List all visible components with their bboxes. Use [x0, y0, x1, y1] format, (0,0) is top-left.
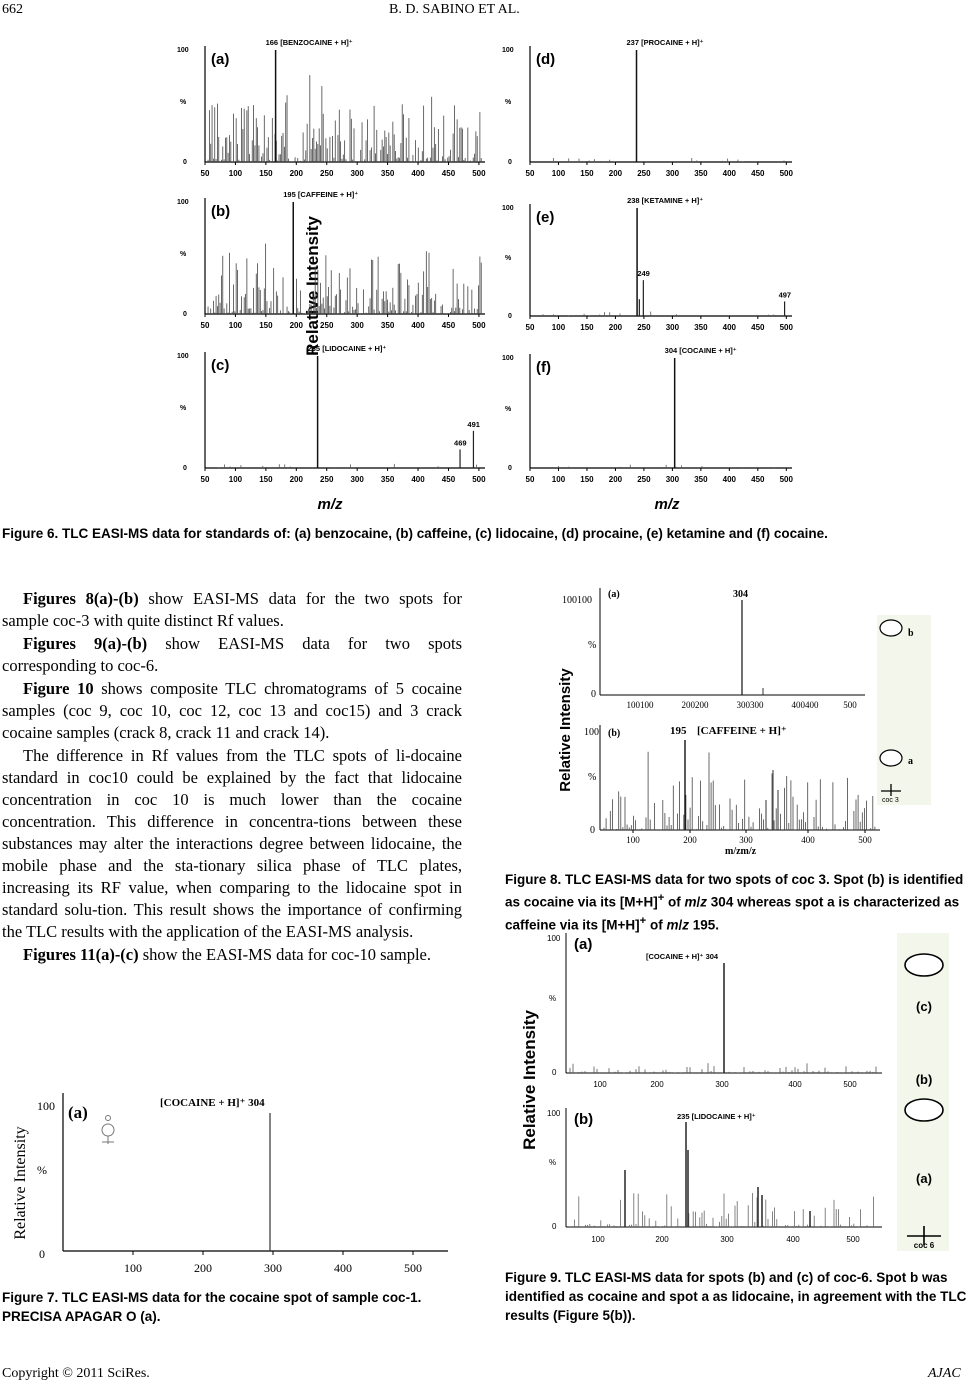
paragraph-1: [2, 588, 462, 632]
fig6-xtick: 50: [525, 323, 535, 332]
fig8a-ytick-pct: %: [588, 640, 597, 651]
fig9b-xtick: 100: [591, 1235, 605, 1244]
fig9b-ytick-0: 0: [552, 1222, 557, 1231]
fig6-xtick: 400: [722, 475, 737, 484]
fig6-xtick: 100: [551, 475, 566, 484]
figure-6-caption: Figure 6. TLC EASI-MS data for standards of: (a) benzocaine, (b) caffeine, (c) lidocaine, (d) procaine, (e) ketamine and (f) cocaine.: [2, 526, 828, 541]
fig6-xtick: 200: [608, 475, 623, 484]
fig6-xtick: 500: [779, 169, 793, 178]
fig8-ylabel: Relative Intensity: [557, 668, 574, 792]
figure-8: [550, 580, 960, 865]
fig7-xtick: 300: [264, 1261, 282, 1275]
fig6-xtick: 350: [380, 321, 395, 330]
fig6-xtick: 300: [665, 475, 680, 484]
fig6-panel-tag: (d): [536, 51, 556, 68]
fig8b-xtick: 300: [739, 835, 753, 845]
fig9-plate-sample: coc 6: [913, 1241, 935, 1250]
fig6-xtick: 200: [289, 169, 303, 178]
fig9b-xtick: 500: [846, 1235, 860, 1244]
fig6-xtick: 200: [608, 169, 623, 178]
paragraph-2-text: show EASI-MS data for two spots corresponding to coc-6.: [2, 634, 462, 675]
fig6-ytick-100: 100: [502, 355, 514, 362]
fig6-ytick-100: 100: [502, 47, 514, 54]
fig8-spot-a-label: a: [908, 756, 913, 767]
paragraph-1-text: show EASI-MS data for the two spots for sample coc-3 with quite distinct Rf values.: [2, 589, 462, 630]
fig9-spot-a-label: (a): [916, 1171, 932, 1186]
fig8-spot-b: [880, 620, 902, 636]
fig8a-ytick-100: 100100: [562, 595, 592, 606]
fig8a-xtick: 100100: [626, 700, 654, 710]
fig8b-xtick: 200: [683, 835, 697, 845]
fig6-xtick: 400: [411, 321, 425, 330]
fig6-ytick-pct: %: [180, 251, 187, 258]
fig8-spot-a: [880, 750, 902, 766]
fig6-xtick: 150: [259, 475, 273, 484]
fig8b-ytick-0: 0: [590, 825, 595, 836]
fig6-xtick: 350: [694, 323, 708, 332]
fig6-xtick: 150: [580, 323, 594, 332]
fig9-ylabel: Relative Intensity: [520, 1010, 539, 1150]
fig6-xlabel-left: m/z: [317, 496, 343, 513]
fig8-xlabel: m/zm/z: [725, 846, 757, 857]
fig6-xtick: 50: [525, 475, 535, 484]
fig9a-xtick: 100: [593, 1080, 607, 1089]
fig6-secondary-label: 497: [778, 290, 792, 300]
fig6-xtick: 450: [751, 323, 765, 332]
fig8b-tag: (b): [608, 728, 621, 739]
running-title: B. D. SABINO ET AL.: [389, 2, 520, 17]
fig6-ytick-pct: %: [180, 405, 187, 412]
fig8a-xtick: 400400: [791, 700, 819, 710]
figure-9-caption: Figure 9. TLC EASI-MS data for spots (b) and (c) of coc-6. Spot b was identified as cocaine and spot a as lidocaine, in agreement with the TLC results (Figure 5(b)).: [505, 1270, 967, 1323]
fig6-panel-tag: (f): [536, 359, 551, 376]
fig6-xtick: 500: [472, 169, 486, 178]
fig6-xtick: 100: [228, 475, 243, 484]
fig6-xlabel-right: m/z: [654, 496, 680, 513]
fig6-xtick: 250: [320, 475, 334, 484]
footer-journal: AJAC: [928, 1366, 961, 1381]
fig6-panel-tag: (c): [211, 357, 230, 374]
fig6-xtick: 400: [722, 169, 737, 178]
fig9b-peak-label: 235 [LIDOCAINE + H]⁺: [677, 1112, 756, 1121]
fig7-ytick-pct: %: [37, 1163, 47, 1177]
paragraph-5-ref: Figures 11(a)-(c): [23, 945, 139, 964]
paragraph-1-ref: Figures 8(a)-(b): [23, 589, 139, 608]
figure-7-caption: Figure 7. TLC EASI-MS data for the cocaine spot of sample coc-1. PRECISA APAGAR O (a).: [2, 1290, 422, 1324]
body-text: [2, 588, 462, 966]
fig6-xtick: 450: [751, 475, 765, 484]
fig8b-peak-label: 195: [670, 725, 687, 737]
fig6-ytick-100: 100: [177, 47, 189, 54]
fig6-ytick-pct: %: [505, 255, 512, 262]
fig8a-xtick: 300300: [736, 700, 764, 710]
fig6-xtick: 450: [441, 475, 456, 484]
fig6-xtick: 450: [751, 169, 765, 178]
fig6-peak-label: 238 [KETAMINE + H]⁺: [627, 196, 704, 205]
fig6-xtick: 250: [637, 169, 651, 178]
fig7-ylabel: Relative Intensity: [12, 1126, 29, 1240]
fig6-ytick-pct: %: [180, 99, 187, 106]
fig7-xtick: 200: [194, 1261, 212, 1275]
fig7-xtick: 400: [334, 1261, 352, 1275]
fig6-xtick: 400: [722, 323, 737, 332]
figure-7: [8, 1088, 458, 1283]
fig6-xtick: 300: [665, 169, 680, 178]
fig6-xtick: 150: [580, 169, 594, 178]
paragraph-2: [2, 633, 462, 677]
fig6-xtick: 300: [350, 475, 364, 484]
fig6-secondary-label: 491: [467, 419, 480, 429]
fig6-xtick: 350: [694, 475, 708, 484]
fig6-xtick: 200: [608, 323, 623, 332]
fig6-ytick-0: 0: [508, 159, 512, 166]
fig6-xtick: 250: [320, 169, 334, 178]
fig8b-xtick: 400: [801, 835, 815, 845]
fig8b-xtick: 500: [858, 835, 872, 845]
fig6-xtick: 400: [411, 169, 425, 178]
fig6-xtick: 100: [551, 323, 566, 332]
fig6-ytick-0: 0: [183, 311, 187, 318]
fig6-panel-tag: (b): [211, 203, 231, 220]
fig8b-ytick-100: 100: [584, 727, 599, 738]
fig6-xtick: 250: [320, 321, 334, 330]
fig6-xtick: 450: [441, 321, 456, 330]
fig6-ytick-pct: %: [505, 406, 512, 413]
fig6-xtick: 50: [200, 475, 210, 484]
paragraph-2-ref: Figures 9(a)-(b): [23, 634, 148, 653]
fig6-xtick: 100: [228, 321, 243, 330]
fig6-peak-label: 166 [BENZOCAINE + H]⁺: [265, 38, 353, 47]
figure-6: [150, 36, 820, 516]
fig9a-ytick-100: 100: [547, 934, 561, 943]
fig6-xtick: 400: [411, 475, 425, 484]
fig7-peak-label: [COCAINE + H]⁺ 304: [160, 1097, 265, 1109]
fig6-ytick-100: 100: [177, 353, 189, 360]
fig6-xtick: 500: [472, 321, 486, 330]
fig6-ytick-100: 100: [502, 205, 514, 212]
fig9-spot-b-label: (b): [915, 1072, 933, 1087]
fig6-ytick-0: 0: [508, 313, 512, 320]
fig6-xtick: 350: [380, 169, 395, 178]
fig9a-xtick: 400: [788, 1080, 802, 1089]
figure-9: [510, 925, 960, 1255]
fig8-plate-sample: coc 3: [882, 797, 899, 804]
fig7-ytick-0: 0: [39, 1247, 45, 1261]
fig6-xtick: 500: [779, 475, 793, 484]
fig6-xtick: 150: [580, 475, 594, 484]
fig8a-ytick-0: 0: [591, 689, 596, 700]
fig6-xtick: 300: [350, 169, 364, 178]
fig9a-xtick: 200: [650, 1080, 664, 1089]
fig9-spot-b: [905, 1099, 943, 1121]
paragraph-5: [2, 944, 462, 966]
fig6-panel-tag: (e): [536, 209, 555, 226]
fig6-secondary-label: 249: [637, 269, 650, 279]
fig6-xtick: 450: [441, 169, 456, 178]
fig6-xtick: 200: [289, 475, 303, 484]
fig9-spot-c: [905, 954, 943, 976]
fig6-xtick: 100: [551, 169, 566, 178]
fig9b-xtick: 300: [720, 1235, 734, 1244]
fig8b-peak-annotation: [CAFFEINE + H]⁺: [697, 725, 787, 737]
paragraph-3: [2, 678, 462, 744]
fig9a-ytick-pct: %: [549, 994, 557, 1003]
fig6-peak-label: 235 [LIDOCAINE + H]⁺: [307, 344, 387, 353]
fig6-xtick: 150: [259, 169, 273, 178]
fig8-tlc-plate: [877, 615, 931, 805]
fig9a-peak-label: [COCAINE + H]⁺ 304: [646, 952, 719, 961]
fig6-ytick-pct: %: [505, 99, 512, 106]
fig6-xtick: 50: [200, 169, 210, 178]
fig9a-tag: (a): [574, 936, 593, 953]
footer-copyright: Copyright © 2011 SciRes.: [2, 1366, 150, 1381]
paragraph-4-text: The difference in Rf values from the TLC spots of li-docaine standard in coc10 could be explained by the fact that lidocaine concentration in coc 10 is much lower than the cocaine concentration. This difference in concentra-tions between these substances may alter the interactions degree between lidocaine, the mobile phase and the sta-tionary silica phase of TLC plates, increasing its RF value, when comparing to the lidocaine spot in standard solu-tion. This result shows the importance of confirming the TLC results with the application of the EASI-MS analysis.: [2, 746, 462, 941]
fig7-panel-tag: (a): [68, 1103, 88, 1122]
fig6-panel-tag: (a): [211, 51, 230, 68]
fig6-xtick: 250: [637, 323, 651, 332]
fig6-peak-label: 195 [CAFFEINE + H]⁺: [283, 190, 359, 199]
fig9-spot-c-label: (c): [916, 999, 932, 1014]
fig7-ytick-100: 100: [37, 1099, 55, 1113]
fig9a-ytick-0: 0: [552, 1068, 557, 1077]
fig9b-ytick-pct: %: [549, 1158, 557, 1167]
fig8a-peak-label: 304: [733, 589, 748, 600]
fig6-ylabel: Relative Intensity: [303, 216, 322, 356]
fig8b-ytick-pct: %: [588, 772, 597, 783]
fig8a-tag: (a): [608, 589, 620, 600]
fig9b-xtick: 200: [655, 1235, 669, 1244]
fig6-xtick: 100: [228, 169, 243, 178]
fig6-ytick-0: 0: [183, 159, 187, 166]
fig8a-xtick: 500: [843, 700, 857, 710]
fig6-xtick: 50: [200, 321, 210, 330]
fig8a-xtick: 200200: [681, 700, 709, 710]
fig6-xtick: 350: [694, 169, 708, 178]
fig6-xtick: 350: [380, 475, 395, 484]
paragraph-4: [2, 745, 462, 943]
fig9b-xtick: 400: [786, 1235, 800, 1244]
fig7-xtick: 100: [124, 1261, 142, 1275]
fig9-tlc-plate: [897, 933, 949, 1251]
fig6-xtick: 200: [289, 321, 303, 330]
paragraph-5-text: show the EASI-MS data for coc-10 sample.: [138, 945, 431, 964]
fig6-peak-label: 304 [COCAINE + H]⁺: [664, 346, 737, 355]
fig8b-xtick: 100: [626, 835, 640, 845]
fig9b-ytick-100: 100: [547, 1109, 561, 1118]
fig7-xtick: 500: [404, 1261, 422, 1275]
fig6-xtick: 150: [259, 321, 273, 330]
paragraph-3-text: shows composite TLC chromatograms of 5 cocaine samples (coc 9, coc 10, coc 12, coc 13 and coc15) and 3 crack cocaine samples (crack 8, crack 11 and crack 14).: [2, 679, 462, 742]
fig8-spot-b-label: b: [908, 628, 914, 639]
fig9a-xtick: 300: [715, 1080, 729, 1089]
paragraph-3-ref: Figure 10: [23, 679, 94, 698]
fig6-xtick: 250: [637, 475, 651, 484]
fig6-xtick: 500: [779, 323, 793, 332]
fig6-secondary-label: 469: [454, 438, 467, 448]
fig7-structure-icon: [102, 1116, 114, 1145]
fig6-xtick: 50: [525, 169, 535, 178]
fig6-ytick-100: 100: [177, 199, 189, 206]
fig6-peak-label: 237 [PROCAINE + H]⁺: [626, 38, 704, 47]
fig9a-xtick: 500: [843, 1080, 857, 1089]
page-number: 662: [2, 2, 23, 17]
fig6-ytick-0: 0: [508, 465, 512, 472]
figure-8-caption: Figure 8. TLC EASI-MS data for two spots of coc 3. Spot (b) is identified as cocaine via its [M+H]+ of m/z 304 whereas spot a is characterized as caffeine via its [M+H]+ of m/z 195.: [505, 872, 964, 932]
fig6-ytick-0: 0: [183, 465, 187, 472]
fig6-xtick: 500: [472, 475, 486, 484]
fig6-xtick: 300: [665, 323, 680, 332]
fig9b-tag: (b): [574, 1111, 594, 1128]
fig6-xtick: 300: [350, 321, 364, 330]
